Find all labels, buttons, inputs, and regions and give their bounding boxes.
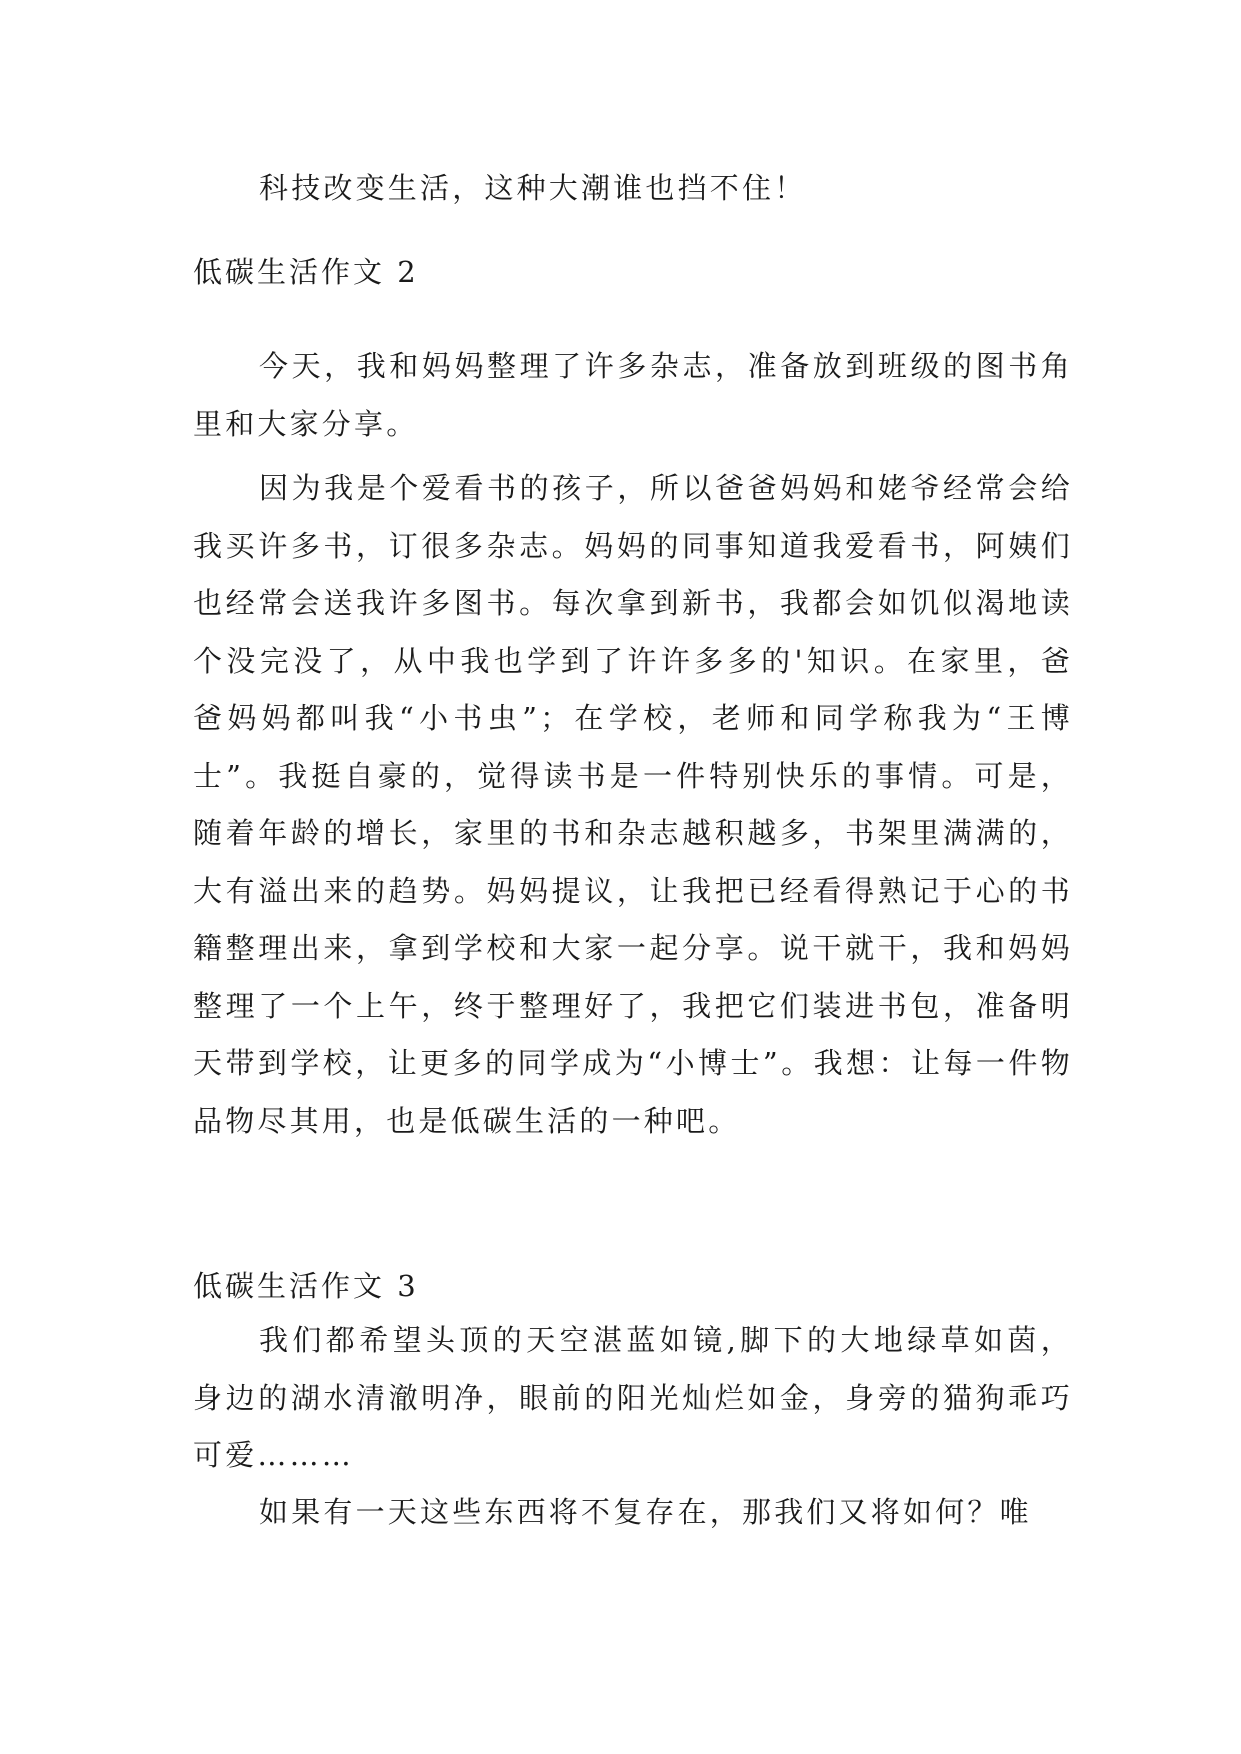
essay-3-paragraph-1: 我们都希望头顶的天空湛蓝如镜,脚下的大地绿草如茵，身边的湖水清澈明净，眼前的阳光灿烂如金，身旁的猫狗乖巧可爱………	[193, 1323, 1073, 1472]
intro-closing-paragraph: 科技改变生活，这种大潮谁也挡不住！	[259, 171, 807, 205]
essay-2-title: 低碳生活作文 2	[193, 255, 419, 289]
essay-3-title: 低碳生活作文 3	[193, 1269, 419, 1303]
essay-3-paragraph-2: 如果有一天这些东西将不复存在，那我们又将如何？唯	[259, 1495, 1032, 1529]
essay-2-paragraph-1: 今天，我和妈妈整理了许多杂志，准备放到班级的图书角里和大家分享。	[193, 349, 1073, 441]
essay-2-paragraph-2: 因为我是个爱看书的孩子，所以爸爸妈妈和姥爷经常会给我买许多书，订很多杂志。妈妈的同事知道我爱看书，阿姨们也经常会送我许多图书。每次拿到新书，我都会如饥似渴地读个没完没了，从中我也学到了许许多多的'知识。在家里，爸爸妈妈都叫我“小书虫”；在学校，老师和同学称我为“王博士”。我挺自豪的，觉得读书是一件特别快乐的事情。可是，随着年龄的增长，家里的书和杂志越积越多，书架里满满的，大有溢出来的趋势。妈妈提议，让我把已经看得熟记于心的书籍整理出来，拿到学校和大家一起分享。说干就干，我和妈妈整理了一个上午，终于整理好了，我把它们装进书包，准备明天带到学校，让更多的同学成为“小博士”。我想：让每一件物品物尽其用，也是低碳生活的一种吧。	[193, 471, 1073, 1138]
